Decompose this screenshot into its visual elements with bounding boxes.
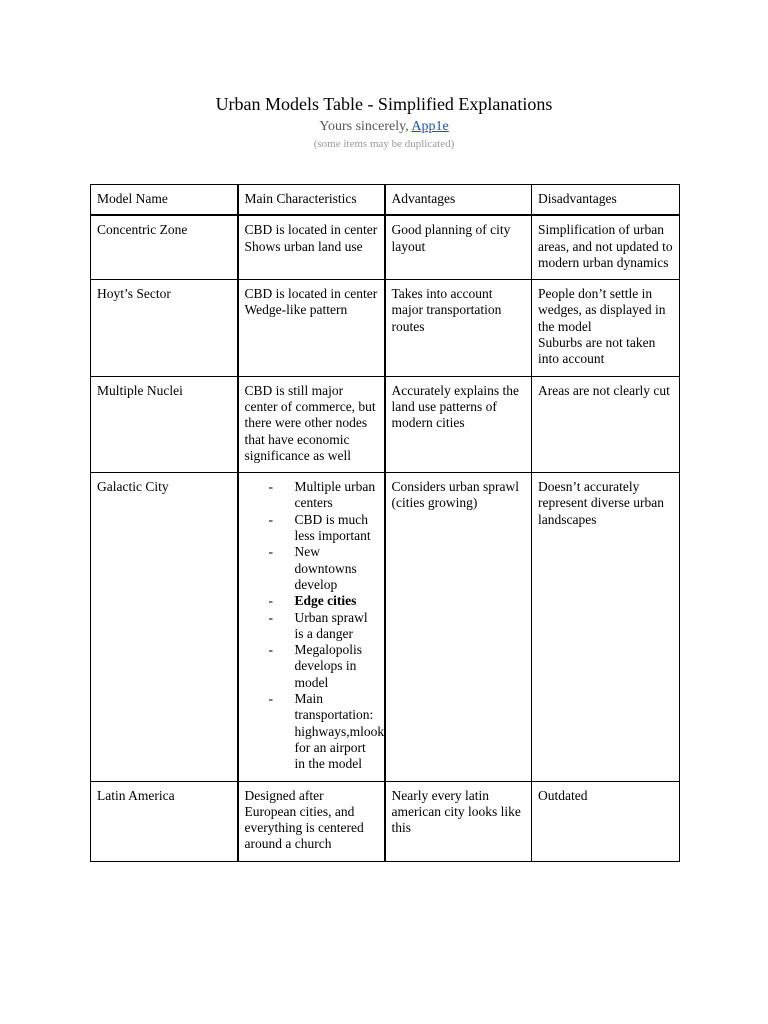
characteristic-line: Shows urban land use bbox=[244, 238, 363, 254]
model-name-cell: Galactic City bbox=[91, 473, 238, 781]
characteristics-cell bbox=[238, 473, 385, 781]
table-row bbox=[91, 473, 680, 781]
author-link[interactable]: App1e bbox=[411, 119, 449, 134]
advantages-cell: Takes into account major transportation routes bbox=[385, 280, 532, 376]
header-main-characteristics: Main Characteristics bbox=[238, 185, 385, 216]
list-item bbox=[269, 512, 378, 545]
model-name-cell: Concentric Zone bbox=[91, 215, 238, 279]
list-item-text: Multiple urban centers bbox=[294, 479, 376, 511]
bullet-dash: - bbox=[268, 544, 273, 560]
bullet-dash: - bbox=[268, 691, 273, 707]
list-item bbox=[268, 691, 385, 772]
model-name-cell: Latin America bbox=[91, 781, 238, 861]
advantages-cell: Nearly every latin american city looks like this bbox=[385, 781, 532, 861]
table-row bbox=[91, 781, 680, 861]
disadvantages-cell bbox=[532, 781, 680, 861]
characteristics-cell bbox=[238, 376, 385, 472]
disadvantages-cell bbox=[532, 376, 680, 472]
disadvantage-line: Outdated bbox=[538, 787, 588, 803]
list-item-text: Main transportation: highways,mlook for an airport in the model bbox=[294, 691, 385, 772]
characteristic-line: CBD is located in center bbox=[244, 286, 378, 302]
disadvantages-cell bbox=[532, 473, 680, 781]
characteristics-cell bbox=[238, 781, 385, 861]
characteristics-cell bbox=[238, 215, 385, 279]
list-item bbox=[269, 479, 378, 512]
bullet-dash: - bbox=[268, 593, 273, 609]
model-name-cell: Hoyt’s Sector bbox=[91, 280, 238, 376]
list-item bbox=[269, 610, 378, 643]
urban-models-table bbox=[90, 184, 680, 862]
table-header-row bbox=[91, 185, 680, 216]
list-item bbox=[269, 544, 378, 593]
list-item-text: New downtowns develop bbox=[294, 544, 357, 592]
disadvantage-line: Areas are not clearly cut bbox=[538, 382, 670, 398]
list-item bbox=[269, 593, 378, 609]
table-row bbox=[91, 215, 680, 279]
table-row bbox=[91, 280, 680, 376]
header-disadvantages: Disadvantages bbox=[532, 185, 680, 216]
disadvantages-cell bbox=[532, 215, 680, 279]
disadvantage-line: Doesn’t accurately represent diverse urban landscapes bbox=[538, 479, 664, 527]
disadvantage-line: Simplification of urban areas, and not updated to modern urban dynamics bbox=[538, 222, 673, 270]
model-name-cell: Multiple Nuclei bbox=[91, 376, 238, 472]
characteristic-line: Wedge-like pattern bbox=[244, 302, 348, 318]
header-model-name: Model Name bbox=[91, 185, 238, 216]
list-item-text: Megalopolis develops in model bbox=[294, 642, 362, 690]
bullet-dash: - bbox=[268, 479, 273, 495]
header-advantages: Advantages bbox=[385, 185, 532, 216]
signature-text: Yours sincerely, bbox=[319, 119, 412, 134]
list-item-text: Edge cities bbox=[294, 593, 357, 609]
characteristics-cell bbox=[238, 280, 385, 376]
duplicate-note: (some items may be duplicated) bbox=[313, 138, 455, 150]
characteristic-line: Designed after European cities, and everything is centered around a church bbox=[244, 787, 364, 852]
list-item-text: Urban sprawl is a danger bbox=[294, 609, 368, 641]
table-row bbox=[91, 376, 680, 472]
bullet-dash: - bbox=[268, 642, 273, 658]
page-title: Urban Models Table - Simplified Explanations bbox=[215, 94, 553, 114]
disadvantages-cell bbox=[532, 280, 680, 376]
characteristics-list bbox=[245, 479, 385, 772]
characteristic-line: CBD is still major center of commerce, but there were other nodes that have economic significance as well bbox=[244, 382, 376, 463]
list-item-text: CBD is much less important bbox=[294, 511, 371, 544]
signature-line bbox=[0, 118, 768, 136]
characteristic-line: CBD is located in center bbox=[244, 222, 378, 238]
advantages-cell: Accurately explains the land use patterns of modern cities bbox=[385, 376, 532, 472]
list-item bbox=[269, 642, 378, 691]
disadvantage-line: Suburbs are not taken into account bbox=[538, 335, 656, 367]
disadvantage-line: People don’t settle in wedges, as displayed in the model bbox=[538, 286, 666, 334]
bullet-dash: - bbox=[268, 609, 273, 625]
bullet-dash: - bbox=[268, 511, 273, 527]
advantages-cell: Considers urban sprawl (cities growing) bbox=[385, 473, 532, 781]
advantages-cell: Good planning of city layout bbox=[385, 215, 532, 279]
